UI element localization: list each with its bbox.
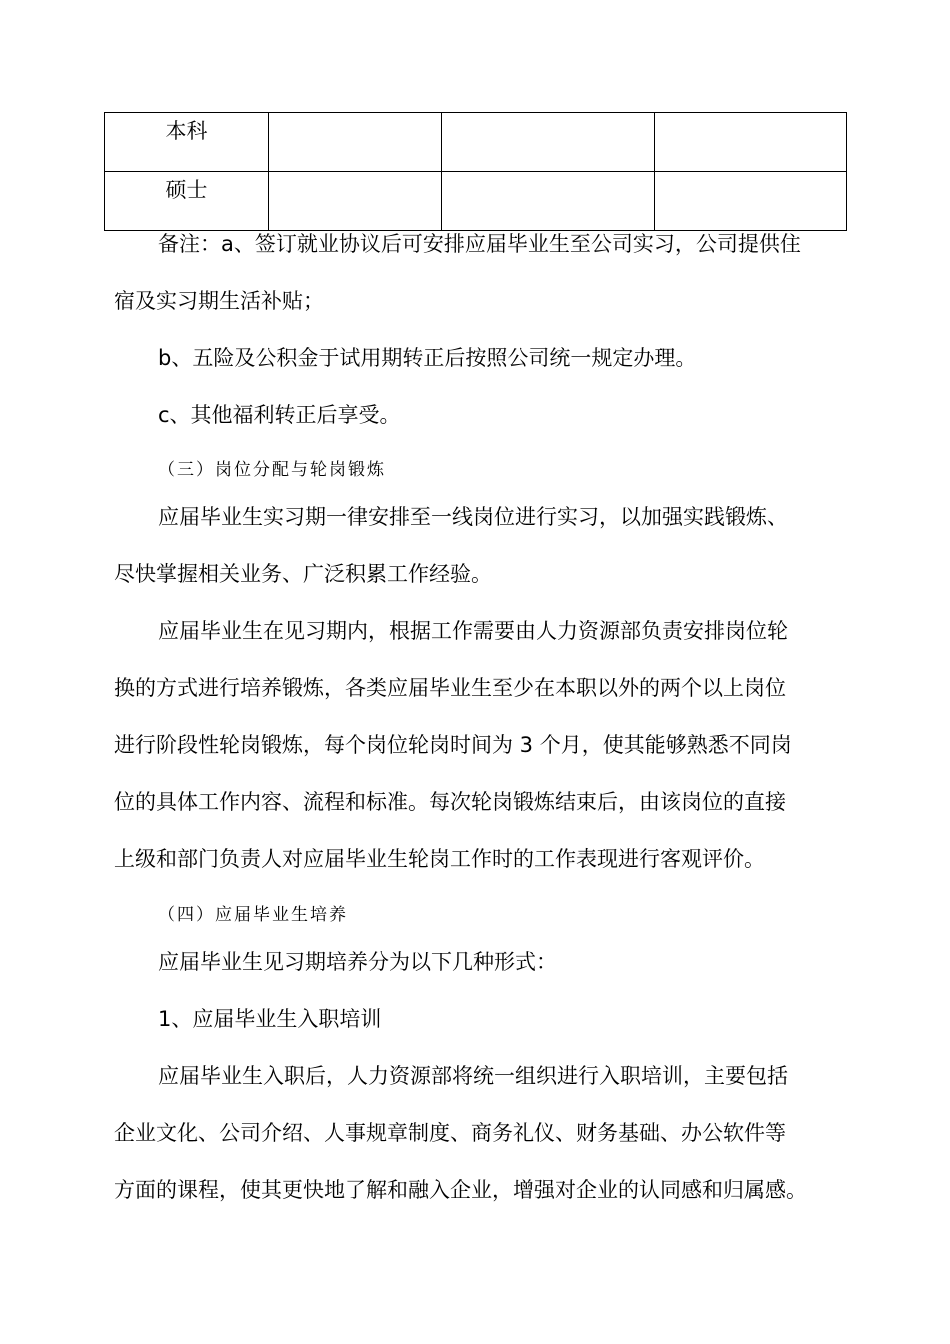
paragraph-line: 应届毕业生实习期一律安排至一线岗位进行实习，以加强实践锻炼、 (158, 505, 788, 529)
table-cell (655, 113, 847, 172)
table-cell-degree: 硕士 (105, 172, 269, 231)
remark-line: 备注：a、签订就业协议后可安排应届毕业生至公司实习，公司提供住 (158, 232, 801, 256)
paragraph-line: 进行阶段性轮岗锻炼，每个岗位轮岗时间为 3 个月，使其能够熟悉不同岗 (114, 733, 792, 757)
table-cell (442, 172, 655, 231)
section-heading-4: （四）应届毕业生培养 (158, 905, 348, 925)
table-cell (269, 113, 442, 172)
paragraph-line: 宿及实习期生活补贴； (114, 289, 324, 313)
table-cell (269, 172, 442, 231)
remark-item-c: c、其他福利转正后享受。 (158, 403, 401, 427)
table-cell-degree: 本科 (105, 113, 269, 172)
paragraph-line: 应届毕业生入职后，人力资源部将统一组织进行入职培训，主要包括 (158, 1064, 788, 1088)
paragraph-line: 方面的课程，使其更快地了解和融入企业，增强对企业的认同感和归属感。 (114, 1178, 807, 1202)
table-row (105, 113, 847, 172)
paragraph-line: 上级和部门负责人对应届毕业生轮岗工作时的工作表现进行客观评价。 (114, 847, 765, 871)
paragraph-line: 应届毕业生在见习期内，根据工作需要由人力资源部负责安排岗位轮 (158, 619, 788, 643)
section-heading-3: （三）岗位分配与轮岗锻炼 (158, 460, 386, 480)
table-row (105, 172, 847, 231)
table-cell (442, 113, 655, 172)
subsection-title: 1、应届毕业生入职培训 (158, 1007, 382, 1031)
paragraph-line: 应届毕业生见习期培养分为以下几种形式： (158, 950, 557, 974)
paragraph-line: 企业文化、公司介绍、人事规章制度、商务礼仪、财务基础、办公软件等 (114, 1121, 786, 1145)
education-table (104, 112, 847, 231)
remark-item-b: b、五险及公积金于试用期转正后按照公司统一规定办理。 (158, 346, 697, 370)
paragraph-line: 换的方式进行培养锻炼，各类应届毕业生至少在本职以外的两个以上岗位 (114, 676, 786, 700)
paragraph-line: 位的具体工作内容、流程和标准。每次轮岗锻炼结束后，由该岗位的直接 (114, 790, 786, 814)
table-cell (655, 172, 847, 231)
paragraph-line: 尽快掌握相关业务、广泛积累工作经验。 (114, 562, 492, 586)
